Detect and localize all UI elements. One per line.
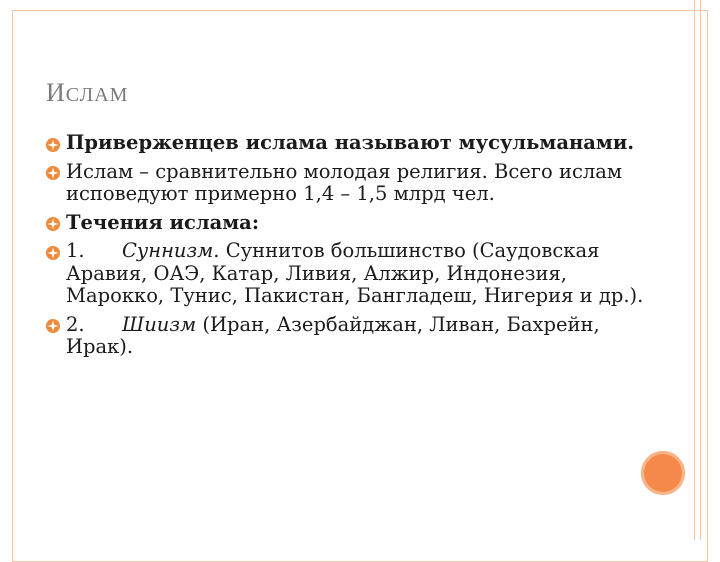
bullet-term: Суннизм [122, 239, 214, 262]
bullet-text: . Суннитов большинство (Саудовская Аравия, ОАЭ, Катар, Ливия, Алжир, Индонезия, Марокко, Тунис, Пакистан, Бангладеш, Нигерия и др.). [66, 239, 644, 307]
right-rule-1 [694, 0, 695, 540]
title-rest: СЛАМ [65, 84, 129, 106]
bullet-number: 2. [66, 312, 85, 336]
right-rule-2 [700, 0, 701, 540]
bullet-item [44, 132, 664, 155]
four-point-star-icon [44, 136, 61, 153]
title-initial: И [46, 78, 66, 107]
bullet-item [44, 240, 664, 308]
bullet-text: Ислам – сравнительно молодая религия. Всего ислам исповедуют примерно 1,4 – 1,5 млрд чел. [66, 159, 623, 205]
bullet-text: Течения ислама: [66, 210, 260, 234]
four-point-star-icon [44, 216, 61, 233]
four-point-star-icon [44, 318, 61, 335]
bullet-term: Шиизм [122, 312, 197, 336]
bullet-item [44, 212, 664, 235]
decorative-circle [641, 451, 685, 495]
bullet-text: (Иран, Азербайджан, Ливан, Бахрейн, Ирак). [66, 312, 600, 358]
four-point-star-icon [44, 244, 61, 261]
slide-title [46, 78, 128, 108]
bullet-item [44, 314, 664, 359]
bullet-item [44, 161, 664, 206]
bullet-number: 1. [66, 239, 85, 262]
bullet-list [44, 132, 664, 365]
bullet-text: Приверженцев ислама называют мусульманами. [66, 131, 635, 154]
four-point-star-icon [44, 165, 61, 182]
